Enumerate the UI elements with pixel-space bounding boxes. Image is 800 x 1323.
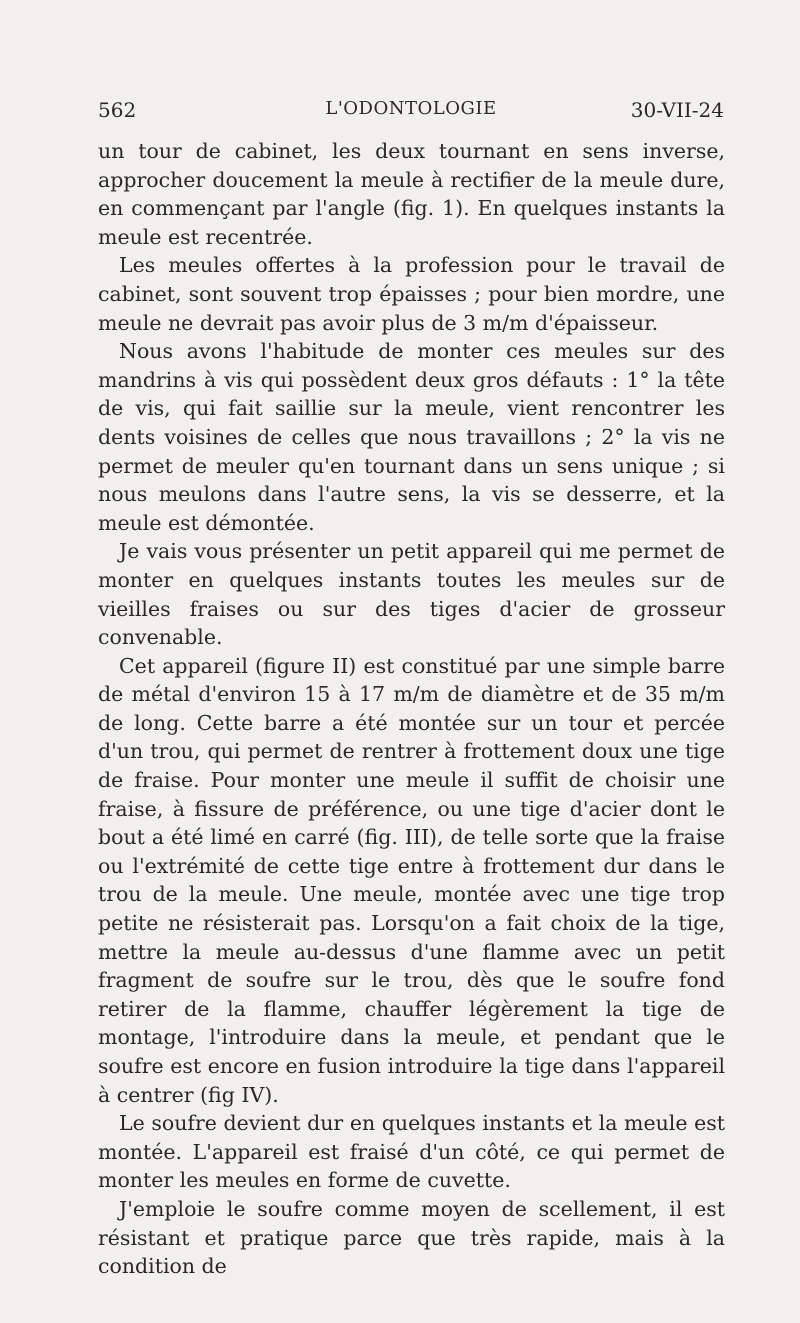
- paragraph: Je vais vous présenter un petit appareil qui me permet de monter en quelques instants toutes les meules sur de vieilles fraises ou sur des tiges d'acier de grosseur convenable.: [98, 539, 725, 650]
- page-number: 562: [98, 98, 137, 122]
- paragraph: Les meules offertes à la profession pour le travail de cabinet, sont souvent trop épaisses ; pour bien mordre, une meule ne devrait pas avoir plus de 3 m/m d'épaisseur.: [98, 253, 725, 335]
- paragraph: Nous avons l'habitude de monter ces meules sur des mandrins à vis qui possèdent deux gros défauts : 1° la tête de vis, qui fait saillie sur la meule, vient rencontrer les dents voisines de celles que nous travaillons ; 2° la vis ne permet de meuler qu'en tournant dans un sens unique ; si nous meulons dans l'autre sens, la vis se desserre, et la meule est démontée.: [98, 339, 725, 535]
- issue-date: 30-VII-24: [630, 98, 724, 122]
- paragraph: J'emploie le soufre comme moyen de scellement, il est résistant et pratique parce que très rapide, mais à la condition de: [98, 1196, 725, 1279]
- running-head: [98, 98, 724, 132]
- paragraph: Cet appareil (figure II) est constitué par une simple barre de métal d'environ 15 à 17 m/m de diamètre et de 35 m/m de long. Cette barre a été montée sur un tour et percée d'un trou, qui permet de rentrer à frottement doux une tige de fraise. Pour monter une meule il suffit de choisir une fraise, à fissure de préférence, ou une tige d'acier dont le bout a été limé en carré (fig. III), de telle sorte que la fraise ou l'extrémité de cette tige entre à frottement dur dans le trou de la meule. Une meule, montée avec une tige trop petite ne résisterait pas. Lorsqu'on a fait choix de la tige, mettre la meule au-dessus d'une flamme avec un petit fragment de soufre sur le trou, dès que le soufre fond retirer de la flamme, chauffer légèrement la tige de montage, l'introduire dans la meule, et pendant que le soufre est encore en fusion introduire la tige dans l'appareil à centrer (fig IV).: [98, 653, 725, 1107]
- paragraph: un tour de cabinet, les deux tournant en sens inverse, approcher doucement la meule à rectifier de la meule dure, en commençant par l'angle (fig. 1). En quelques instants la meule est recentrée.: [98, 139, 725, 249]
- journal-title: L'ODONTOLOGIE: [325, 98, 497, 119]
- body-text: [98, 137, 725, 1281]
- paragraph: Le soufre devient dur en quelques instants et la meule est montée. L'appareil est fraisé d'un côté, ce qui permet de monter les meules en forme de cuvette.: [98, 1111, 725, 1193]
